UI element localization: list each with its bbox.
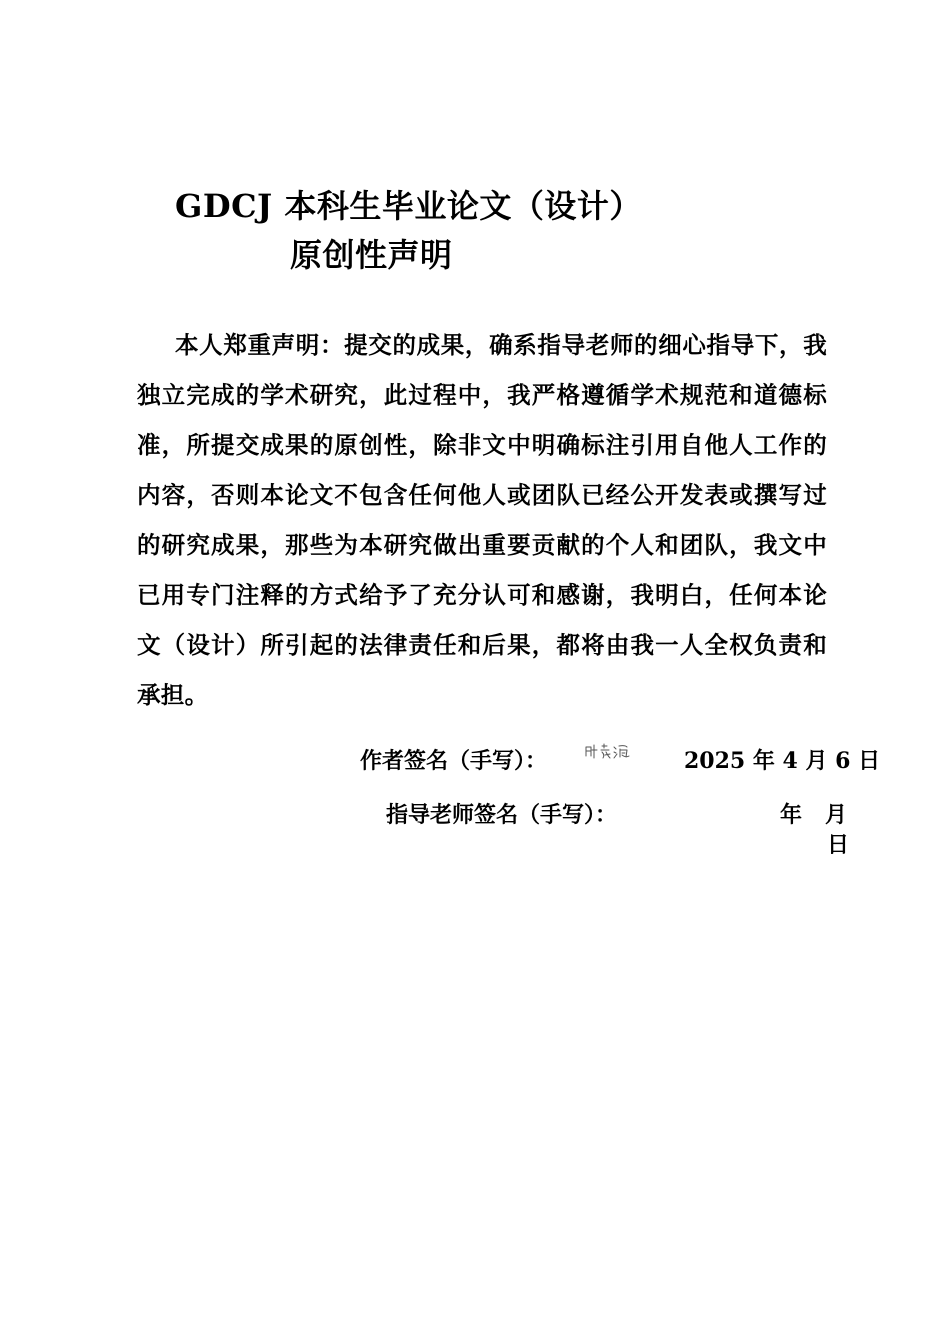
page-title: GDCJ 本科生毕业论文（设计） [175,187,642,225]
author-signature-label: 作者签名（手写）： [360,748,548,774]
advisor-signature-date [780,800,852,860]
author-handwritten-signature [583,741,633,763]
declaration-paragraph: 本人郑重声明：提交的成果，确系指导老师的细心指导下，我独立完成的学术研究，此过程中，我严格遵循学术规范和道德标准，所提交成果的原创性，除非文中明确标注引用自他人工作的内容，否则本论文不包含任何他人或团队已经公开发表或撰写过的研究成果，那些为本研究做出重要贡献的个人和团队，我文中已用专门注释的方式给予了充分认可和感谢，我明白，任何本论文（设计）所引起的法律责任和后果，都将由我一人全权负责和承担。 [137,331,827,709]
author-signature-date: 2025 年 4 月 6 日 [684,748,881,774]
advisor-date-day: 日 [826,832,849,858]
advisor-date-year-month: 年 月 [780,802,847,828]
page-subtitle: 原创性声明 [290,236,453,274]
advisor-signature-label: 指导老师签名（手写）： [386,802,618,828]
